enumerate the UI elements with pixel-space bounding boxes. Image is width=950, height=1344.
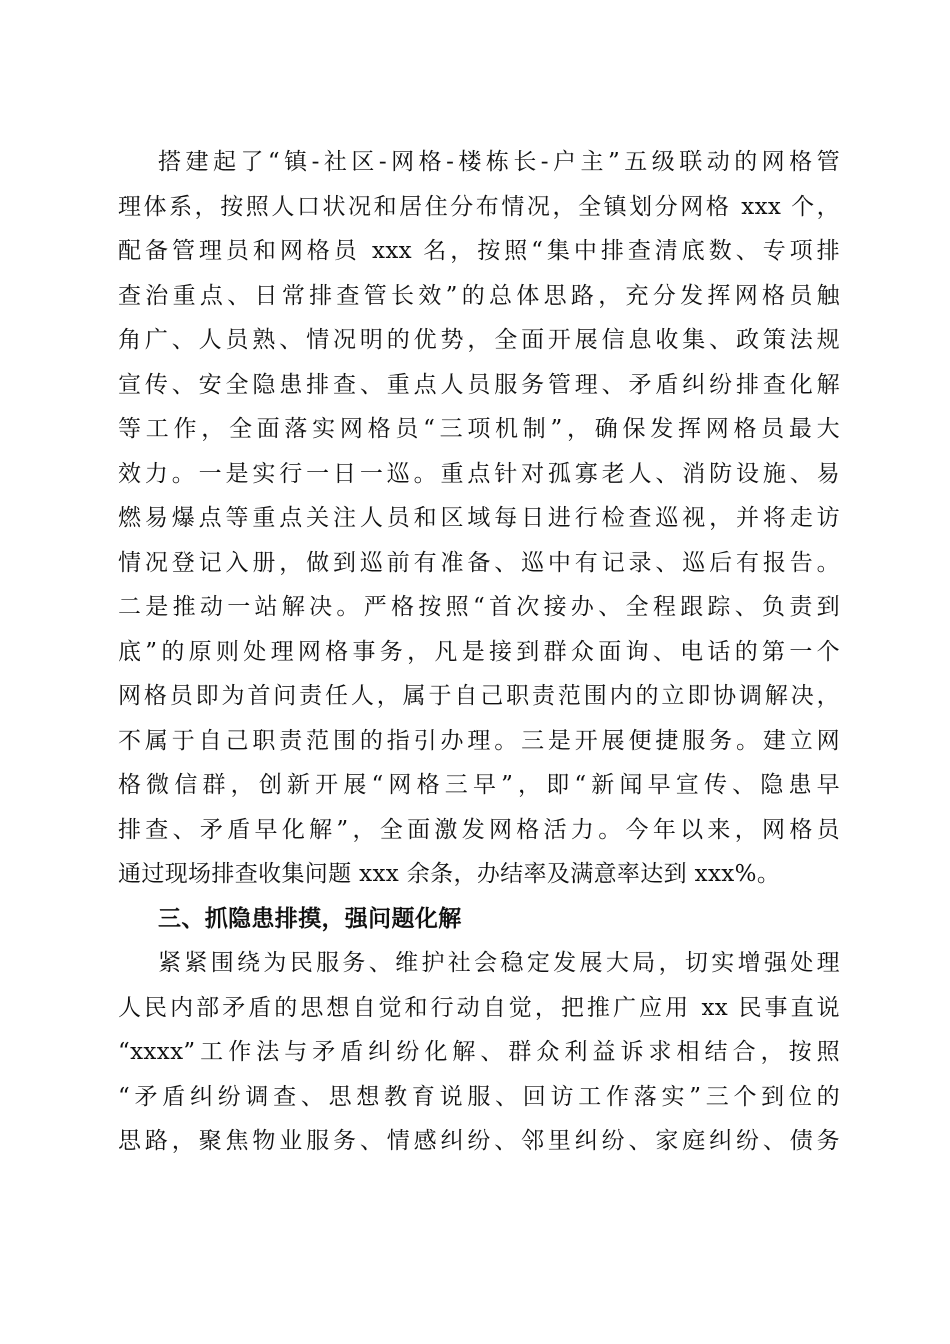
paragraph-dispute-resolution	[118, 941, 840, 1164]
text-line: 格微信群，创新开展“网格三早”，即“新闻早宣传、隐患早	[118, 772, 840, 798]
text-line: 查治重点、日常排查管长效”的总体思路，充分发挥网格员触	[118, 282, 840, 309]
text-line: 网格员即为首问责任人，属于自己职责范围内的立即协调解决，	[118, 683, 840, 709]
paragraph-grid-management	[118, 140, 840, 897]
text-line: 搭建起了“镇-社区-网格-楼栋长-户主”五级联动的网格管	[158, 149, 840, 175]
text-line: 底”的原则处理网格事务，凡是接到群众面询、电话的第一个	[118, 638, 840, 665]
text-line: 配备管理员和网格员 xxx 名，按照“集中排查清底数、专项排	[118, 238, 840, 264]
text-line: “矛盾纠纷调查、思想教育说服、回访工作落实”三个到位的	[118, 1083, 840, 1110]
text-line: 情况登记入册，做到巡前有准备、巡中有记录、巡后有报告。	[118, 549, 840, 576]
text-line: 紧紧围绕为民服务、维护社会稳定发展大局，切实增强处理	[158, 950, 840, 976]
text-line: 角广、人员熟、情况明的优势，全面开展信息收集、政策法规	[118, 327, 840, 353]
text-line: 二是推动一站解决。严格按照“首次接办、全程跟踪、负责到	[118, 594, 840, 620]
text-line: “xxxx”工作法与矛盾纠纷化解、群众利益诉求相结合，按照	[118, 1039, 840, 1065]
text-line: 人民内部矛盾的思想自觉和行动自觉，把推广应用 xx 民事直说	[118, 994, 840, 1021]
document-body	[118, 140, 840, 1164]
text-line: 宣传、安全隐患排查、重点人员服务管理、矛盾纠纷排查化解	[118, 371, 840, 398]
text-line: 不属于自己职责范围的指引办理。三是开展便捷服务。建立网	[118, 727, 840, 754]
text-line: 通过现场排查收集问题 xxx 余条，办结率及满意率达到 xxx%。	[118, 861, 781, 887]
section-heading: 三、抓隐患排摸，强问题化解	[158, 905, 462, 932]
text-line: 排查、矛盾早化解”，全面激发网格活力。今年以来，网格员	[118, 816, 840, 843]
text-line: 等工作，全面落实网格员“三项机制”，确保发挥网格员最大	[118, 416, 840, 442]
text-line: 效力。一是实行一日一巡。重点针对孤寡老人、消防设施、易	[118, 460, 840, 487]
text-line: 思路，聚焦物业服务、情感纠纷、邻里纠纷、家庭纠纷、债务	[118, 1128, 840, 1154]
text-line: 理体系，按照人口状况和居住分布情况，全镇划分网格 xxx 个，	[118, 193, 840, 220]
text-line: 燃易爆点等重点关注人员和区域每日进行检查巡视，并将走访	[118, 505, 840, 531]
